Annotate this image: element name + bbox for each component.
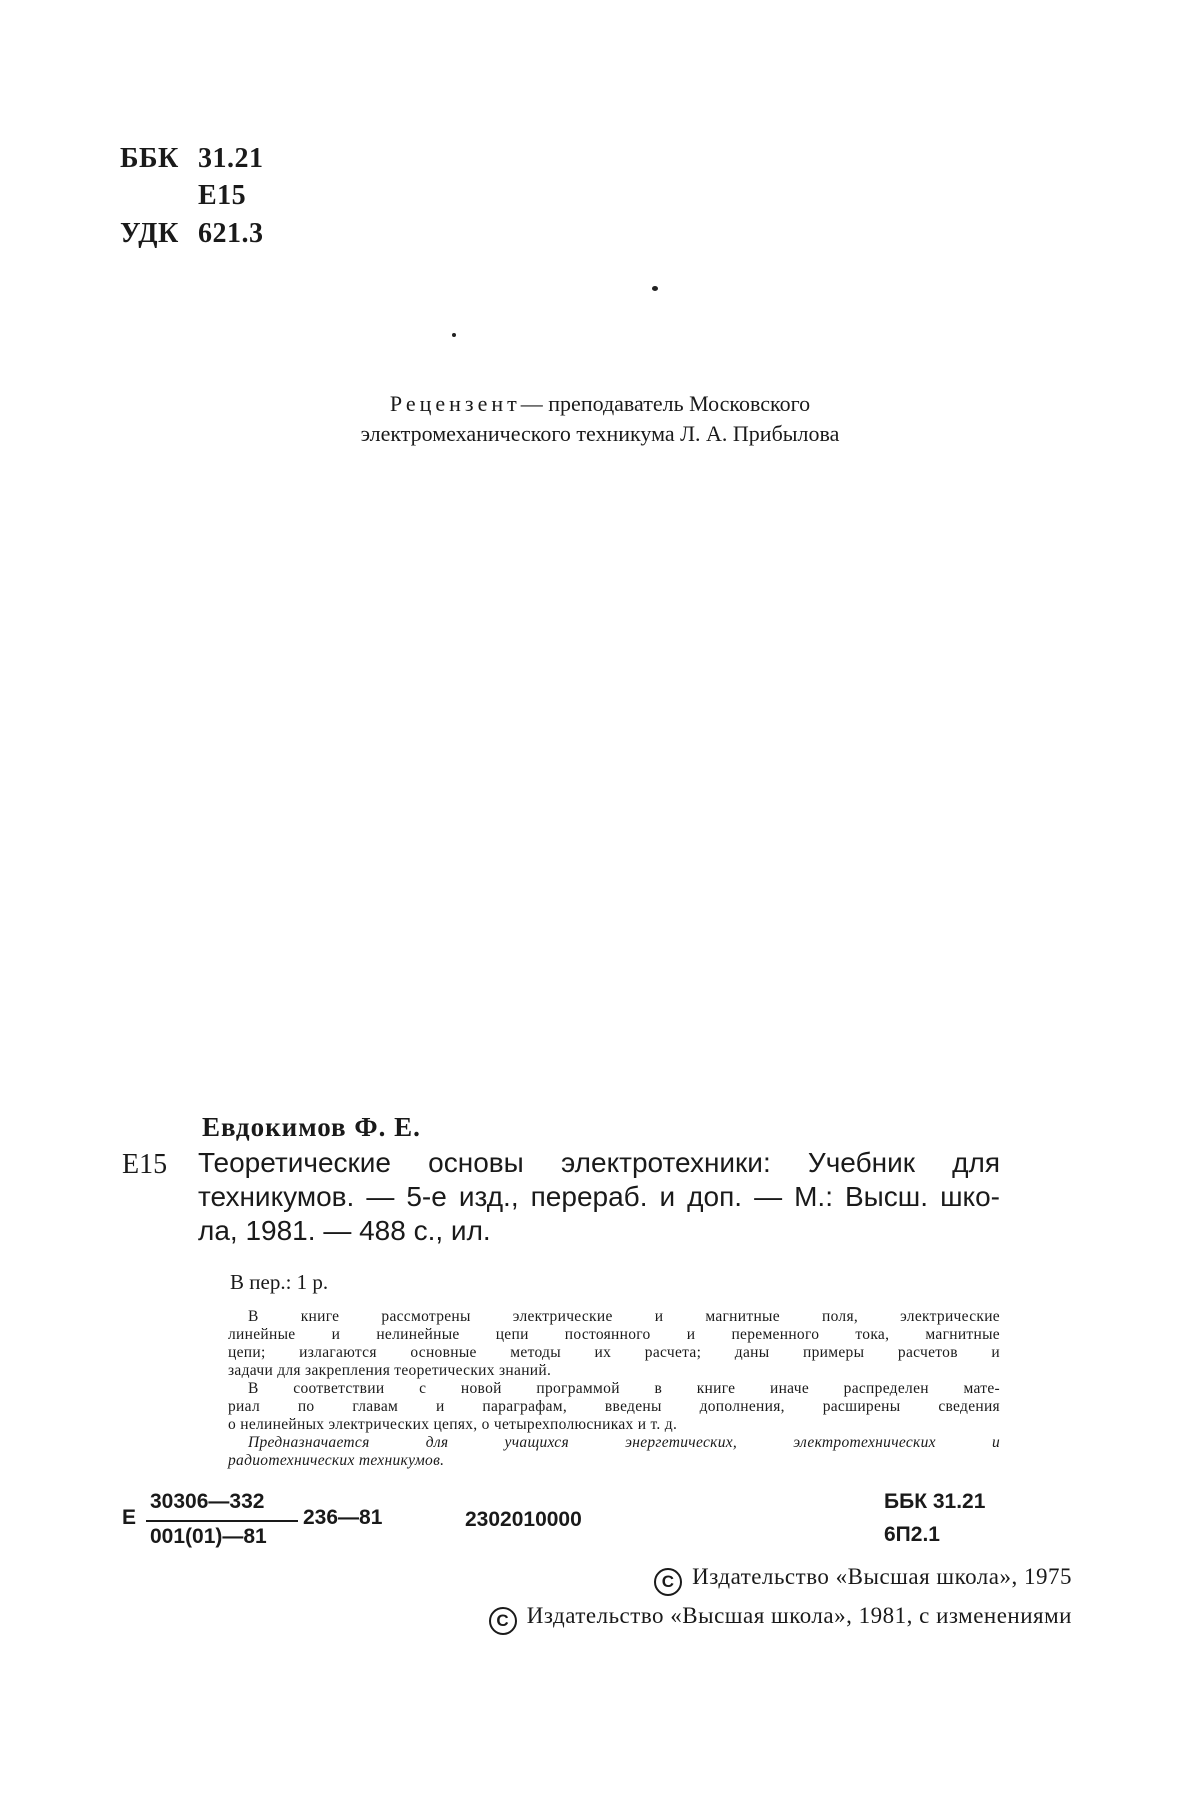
card-index: Е15 [122,1149,168,1180]
bbk-label: ББК [120,143,179,174]
bbk-value: 31.21 [198,143,264,174]
book-title-line-3: ла, 1981. — 488 с., ил. [198,1215,491,1246]
udk-line [120,218,264,250]
annotation-line: В соответствии с новой программой в книге иначе распределен мате- [248,1380,1000,1397]
code-plan: 236—81 [303,1506,383,1529]
code-letter: Е [122,1506,137,1529]
price: В пер.: 1 р. [230,1270,329,1294]
copyright-text: Издательство «Высшая школа», 1981, с изменениями [526,1603,1072,1628]
annotation-line: радиотехнических техникумов. [228,1452,445,1469]
bbk-line [120,143,264,175]
code-number: 2302010000 [465,1508,582,1531]
udk-label: УДК [120,218,179,249]
code-numerator: 30306—332 [150,1490,265,1513]
reviewer-line-1 [200,389,1000,419]
index-code: Е15 [198,180,247,211]
copyright-1981 [489,1603,1072,1635]
copyright-1975 [654,1564,1072,1596]
udk-value: 621.3 [198,218,264,249]
author-name: Евдокимов Ф. Е. [202,1112,421,1142]
annotation-line: линейные и нелинейные цепи постоянного и переменного тока, магнитные [228,1326,1000,1343]
book-title-line-1: Теоретические основы электротехники: Учебник для [198,1147,1000,1178]
code-denominator: 001(01)—81 [150,1525,267,1548]
book-title-line-2: техникумов. — 5-е изд., перераб. и доп. — М.: Высш. шко- [198,1181,1000,1212]
copyright-icon: С [489,1607,517,1635]
annotation-line: задачи для закрепления теоретических знаний. [228,1362,552,1379]
annotation-line: Предназначается для учащихся энергетических, электротехнических и [248,1434,1000,1451]
reviewer-line-2: электромеханического техникума Л. А. Прибылова [360,421,840,446]
annotation-line: В книге рассмотрены электрические и магнитные поля, электрические [248,1308,1000,1325]
copyright-icon: С [654,1568,682,1596]
reviewer-position: — преподаватель Московского [520,391,811,416]
annotation-line: цепи; излагаются основные методы их расчета; даны примеры расчетов и [228,1344,1000,1361]
reviewer-label: Рецензент [389,391,521,416]
code-subclass: 6П2.1 [884,1523,940,1546]
code-bbk: ББК 31.21 [884,1490,986,1513]
copyright-text: Издательство «Высшая школа», 1975 [692,1564,1072,1589]
fraction-line [146,1520,298,1522]
scan-speck [452,333,456,337]
scan-speck [652,286,658,291]
annotation-line: риал по главам и параграфам, введены дополнения, расширены сведения [228,1398,1000,1415]
annotation-line: о нелинейных электрических цепях, о четырехполюсниках и т. д. [228,1416,678,1433]
